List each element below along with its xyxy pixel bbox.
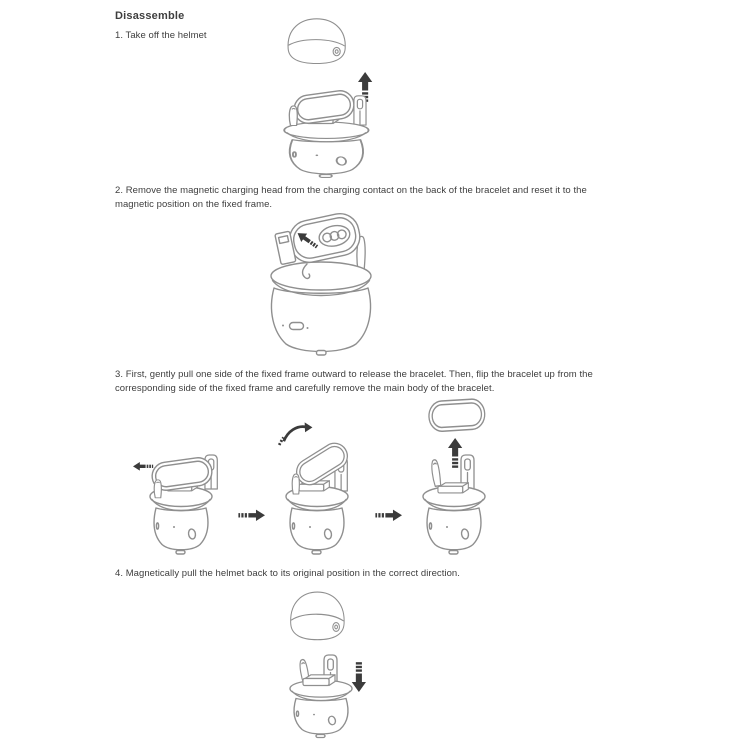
charging-base-drawing (284, 122, 368, 177)
indicator-dot (307, 327, 309, 329)
stage-1-pull-frame (133, 455, 217, 554)
step-2-line-1: 2. Remove the magnetic charging head from the charging contact on the back of the bracelet and reset it to the (115, 185, 587, 196)
step-1-text (115, 29, 207, 43)
charging-base-drawing (290, 680, 352, 737)
charging-base-drawing (423, 487, 485, 555)
bracelet-body-drawing (428, 398, 485, 432)
charging-base-drawing (286, 487, 348, 555)
step-4-line-1: 4. Magnetically pull the helmet back to its original position in the correct direction. (115, 568, 460, 579)
page-title: Disassemble (115, 10, 185, 22)
empty-base-drawing (290, 655, 352, 738)
illustration-step-4 (276, 584, 378, 750)
illustration-step-1 (276, 8, 378, 180)
right-arrow-icon (375, 510, 402, 521)
right-arrow-icon (238, 510, 265, 521)
indicator-dot (282, 325, 284, 327)
down-arrow-icon (352, 662, 366, 692)
base-with-bracelet-drawing (284, 89, 368, 177)
step-2-line-2: magnetic position on the fixed frame. (115, 199, 273, 210)
helmet-drawing (288, 19, 345, 64)
stage-3-remove-bracelet (423, 398, 485, 554)
fixed-frame-prong (431, 459, 442, 486)
rotate-arrow-icon (279, 422, 312, 445)
fixed-frame-prong (154, 480, 161, 498)
stage-2-flip-bracelet (279, 422, 352, 554)
charging-base-drawing (271, 262, 371, 355)
fixed-frame-prong (292, 474, 299, 494)
bracelet-drawing (273, 210, 363, 268)
charging-head-slot (438, 483, 468, 493)
illustration-step-2 (260, 212, 380, 362)
step-3-line-1: 3. First, gently pull one side of the fixed frame outward to release the bracelet. Then, flip the bracelet up from the (115, 369, 593, 380)
left-arrow-icon (133, 462, 153, 471)
fixed-frame-prong (289, 106, 297, 126)
step-3-line-2: corresponding side of the fixed frame and carefully remove the main body of the bracelet. (115, 383, 495, 394)
step-1-line-1: 1. Take off the helmet (115, 30, 207, 41)
step-2-text (115, 184, 587, 212)
illustration-step-3 (126, 392, 514, 568)
bracelet-drawing (292, 89, 355, 125)
helmet-drawing (291, 592, 344, 640)
step-4-text (115, 567, 460, 581)
fixed-frame-prong (354, 96, 366, 125)
up-arrow-icon (448, 438, 462, 468)
charging-head-slot (303, 675, 335, 686)
